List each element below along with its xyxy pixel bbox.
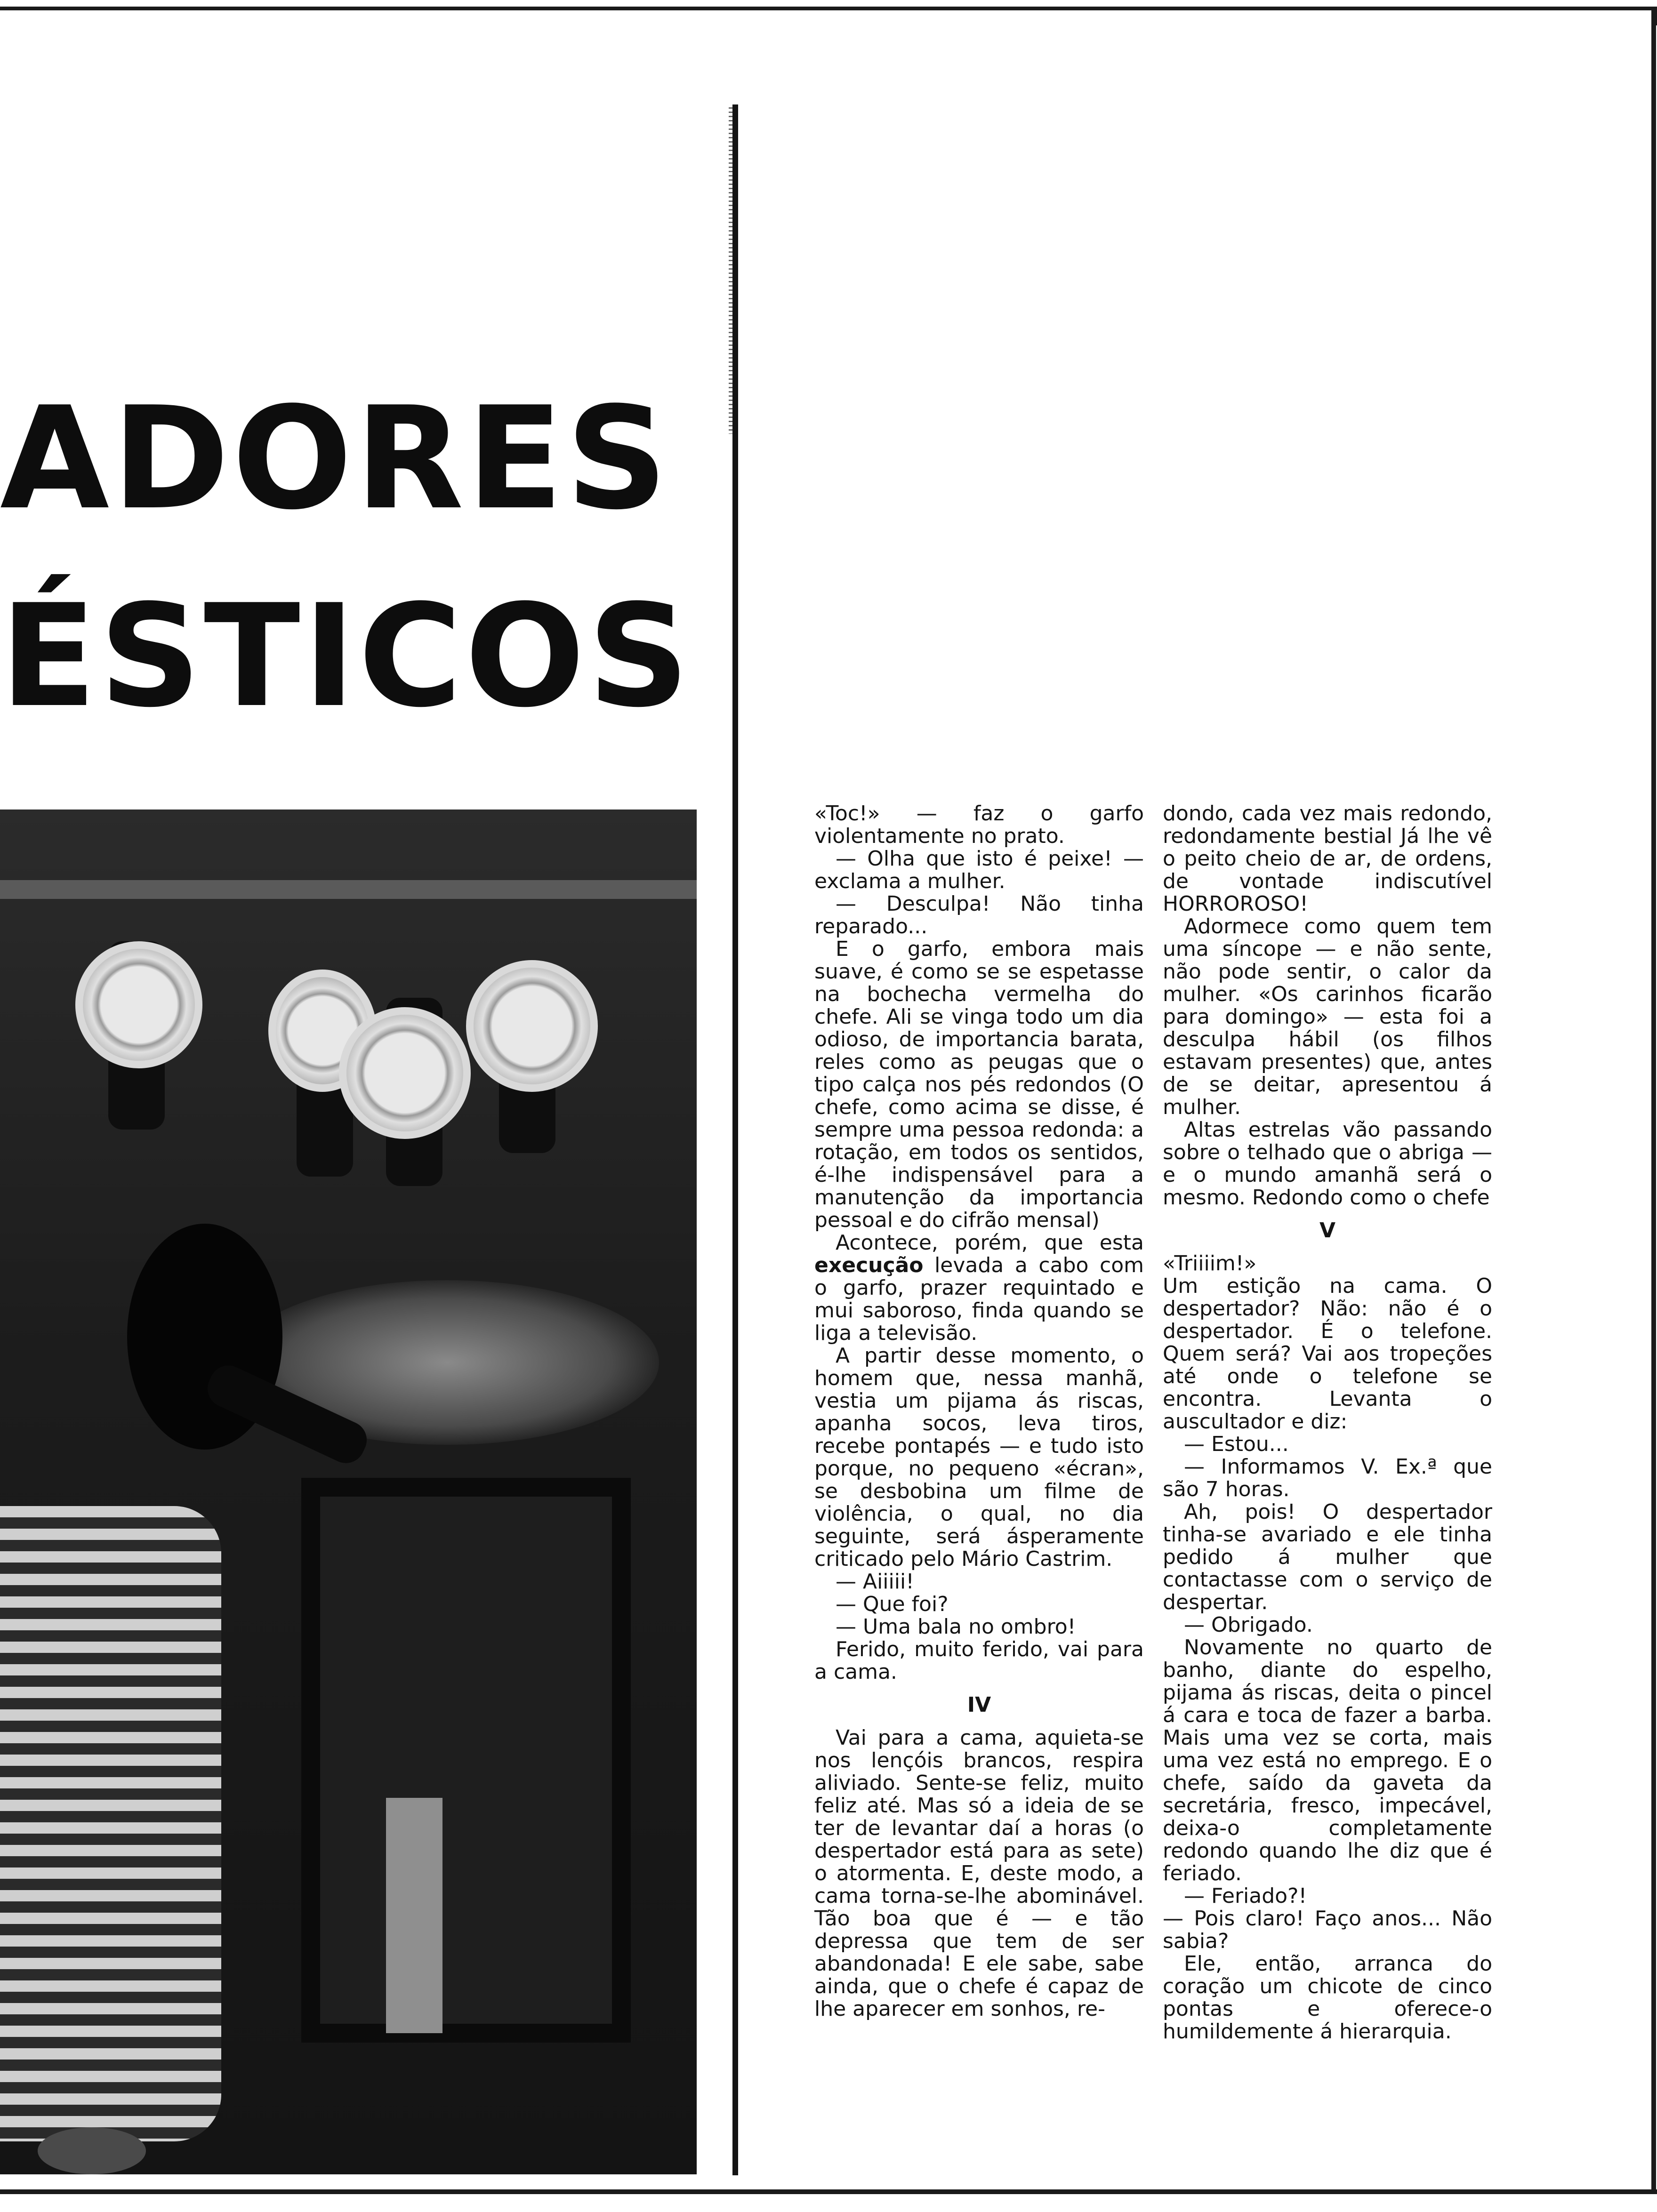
photo-shelf [0, 880, 697, 899]
headline-line-2: ÉSTICOS [0, 574, 692, 738]
wristwatch-image [466, 960, 598, 1092]
paragraph: Altas estrelas vão passando sobre o telhado que o abriga — e o mundo amanhã será o mesmo. Redondo como o chefe [1163, 1118, 1492, 1210]
text-run: levada a cabo com o garfo, prazer requintado e mui saboroso, finda quando se liga a televisão. [814, 1253, 1144, 1345]
paragraph: A partir desse momento, o homem que, nessa manhã, vestia um pijama ás riscas, apanha socos, leva tiros, recebe pontapés — e tudo isto porque, no pequeno «écran», se desbobina um filme de violência, o qual, no dia seguinte, será ásperamente criticado pelo Mário Castrim. [814, 1344, 1144, 1571]
column-divider [732, 104, 738, 2175]
paragraph: — Desculpa! Não tinha reparado... [814, 892, 1144, 938]
paragraph: — Aiiiii! [836, 1570, 914, 1594]
paragraph-acontece [814, 1232, 1144, 1345]
paragraph: — Que foi? [836, 1592, 949, 1616]
paragraph: — Feriado?! [1184, 1884, 1307, 1908]
photo-striped-lamp [0, 1506, 221, 2141]
paragraph: — Informamos V. Ex.ª que são 7 horas. [1163, 1455, 1492, 1501]
paragraph: Ele, então, arranca do coração um chicote de cinco pontas e oferece-o humildemente á hierarquia. [1163, 1952, 1492, 2044]
bold-word: execução [814, 1253, 924, 1277]
paragraph: — Pois claro! Faço anos... Não sabia? [1163, 1907, 1492, 1953]
paragraph: dondo, cada vez mais redondo, redondamente bestial Já lhe vê o peito cheio de ar, de ordens, de vontade indiscutível HORROROSO! [1163, 801, 1492, 916]
paragraph: — Uma bala no ombro! [836, 1615, 1076, 1639]
photo-tv-screen [386, 1798, 442, 2033]
paragraph: «Triiiim!» [1163, 1251, 1257, 1275]
paragraph: Novamente no quarto de banho, diante do espelho, pijama ás riscas, deita o pincel á cara e toca de fazer a barba. Mais uma vez se corta, mais uma vez está no emprego. E o chefe, saído da gaveta da secretária, fresco, impecável, deixa-o completamente redondo quando lhe diz que é feriado. [1163, 1635, 1492, 1885]
wristwatch-image [75, 941, 202, 1068]
top-rule [0, 7, 1657, 10]
headline-line-1: ADORES [0, 377, 671, 541]
paragraph: — Olha que isto é peixe! — exclama a mulher. [814, 847, 1144, 893]
top-right-corner-rule [1591, 7, 1657, 25]
article-photo [0, 809, 697, 2174]
paragraph: Um estição na cama. O despertador? Não: não é o despertador. É o telefone. Quem será? Vai aos tropeções até onde o telefone se encontra. Levanta o auscultador e diz: [1163, 1274, 1492, 1434]
text-column-left [814, 802, 1144, 2020]
section-heading-iv: IV [967, 1693, 991, 1717]
divider-grain [729, 104, 732, 434]
photo-glass [38, 2127, 146, 2174]
paragraph: — Estou... [1184, 1432, 1289, 1456]
wristwatch-image [339, 1007, 471, 1139]
paragraph: Ferido, muito ferido, vai para a cama. [814, 1637, 1144, 1684]
paragraph: E o garfo, embora mais suave, é como se se espetasse na bochecha vermelha do chefe. Ali se vinga todo um dia odioso, de importancia barata, reles como as peugas que o tipo calça nos pés redondos (O chefe, como acima se disse, é sempre uma pessoa redonda: a rotação, em todos os sentidos, é-lhe indispensável para a manutenção da importancia pessoal e do cifrão mensal) [814, 937, 1144, 1232]
right-edge-rule [1651, 7, 1656, 2194]
photo-television [301, 1478, 631, 2043]
bottom-rule [0, 2189, 1657, 2194]
section-heading-v: V [1319, 1218, 1336, 1242]
text-run: Acontece, porém, que esta [836, 1231, 1144, 1255]
paragraph: «Toc!» — faz o garfo violentamente no prato. [814, 801, 1144, 848]
paragraph: Vai para a cama, aquieta-se nos lençóis brancos, respira aliviado. Sente-se feliz, muito feliz até. Mas só a ideia de se ter de levantar daí a horas (o despertador está para as sete) o atormenta. E, deste modo, a cama torna-se-lhe abominável. Tão boa que é — e tão depressa que tem de ser abandonada! E ele sabe, sabe ainda, que o chefe é capaz de lhe aparecer em sonhos, re- [814, 1726, 1144, 2021]
paragraph: Adormece como quem tem uma síncope — e não sente, não pode sentir, o calor da mulher. «Os carinhos ficarão para domingo» — esta foi a desculpa hábil (os filhos estavam presentes) que, antes de se deitar, apresentou á mulher. [1163, 914, 1492, 1119]
paragraph: Ah, pois! O despertador tinha-se avariado e ele tinha pedido á mulher que contactasse com o serviço de despertar. [1163, 1500, 1492, 1614]
paragraph: — Obrigado. [1184, 1613, 1313, 1637]
text-column-right [1163, 802, 1492, 2043]
